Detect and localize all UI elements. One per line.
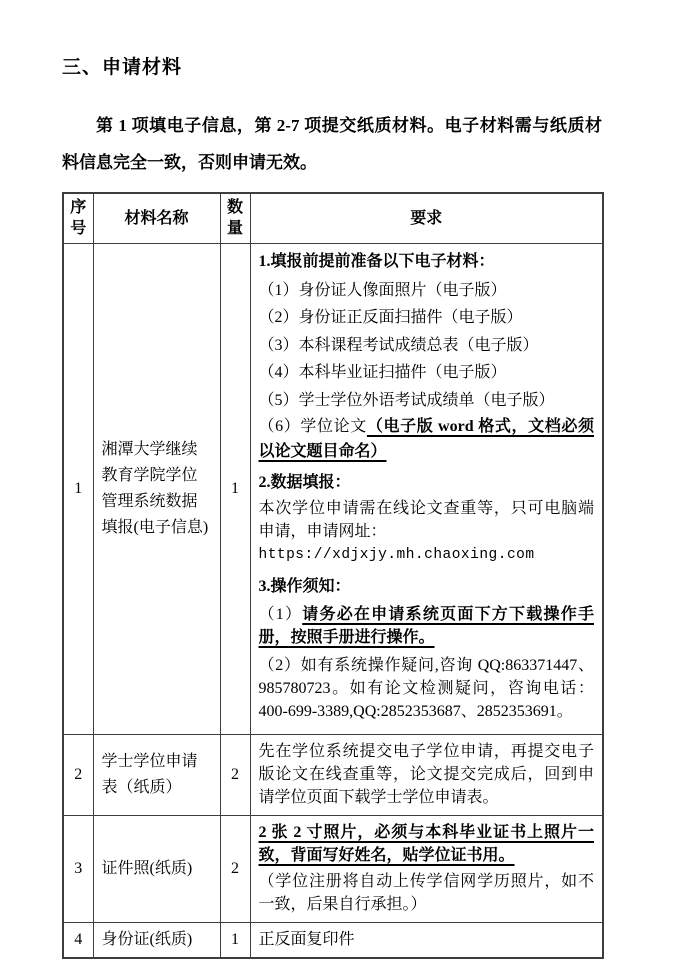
application-url: https://xdjxjy.mh.chaoxing.com (258, 547, 535, 563)
table-row-1 (63, 243, 603, 735)
row4-no: 4 (63, 923, 93, 959)
req-section3-item1-bold-underline: 请务必在申请系统页面下方下载操作手册，按照手册进行操作。 (258, 606, 594, 646)
req-item-6 (259, 414, 595, 464)
row2-no: 2 (63, 735, 93, 816)
req-item-6-prefix: （6）学位论文 (258, 418, 367, 435)
row2-material-name: 学士学位申请表（纸质） (93, 735, 220, 816)
header-cell-name: 材料名称 (93, 193, 220, 243)
row1-qty: 1 (220, 243, 250, 735)
table-row-4 (63, 923, 603, 959)
row3-requirements (250, 816, 603, 923)
header-cell-no: 序号 (63, 193, 93, 243)
intro-paragraph: 第 1 项填电子信息，第 2-7 项提交纸质材料。电子材料需与纸质材料信息完全一致，否则申请无效。 (62, 116, 602, 172)
req-section2-title: 2.数据填报： (258, 474, 351, 491)
row2-qty: 2 (220, 735, 250, 816)
table-row-3 (63, 816, 603, 923)
req-section1-title: 1.填报前提前准备以下电子材料： (258, 252, 495, 270)
row4-material-name: 身份证(纸质) (93, 923, 220, 959)
row2-requirements: 先在学位系统提交电子学位申请，再提交电子版论文在线查重等，论文提交完成后，回到申请学位页面下载学士学位申请表。 (250, 735, 603, 816)
row4-requirements: 正反面复印件 (250, 923, 603, 959)
req-item-3: （3）本科课程考试成绩总表（电子版） (258, 336, 539, 354)
row3-material-name: 证件照(纸质) (93, 816, 220, 923)
req-item-4: （4）本科毕业证扫描件（电子版） (258, 364, 507, 381)
req-section3-item1-prefix: （1） (258, 606, 303, 623)
row3-qty: 2 (220, 816, 250, 923)
row3-req-note: （学位注册将自动上传学信网学历照片，如不一致，后果自行承担。） (258, 873, 594, 913)
req-item-6-bold-underline: （电子版 word 格式，文档必须以论文题目命名） (258, 418, 594, 460)
row3-req-bold-underline: 2 张 2 寸照片，必须与本科毕业证书上照片一致，背面写好姓名，贴学位证书用。 (258, 824, 594, 864)
header-cell-req: 要求 (250, 193, 603, 243)
row1-no: 1 (63, 243, 93, 735)
req-section3-item1 (259, 603, 595, 649)
req-section3-item2: （2）如有系统操作疑问,咨询 QQ:863371447、985780723。如有论文检测疑问，咨询电话：400-699-3389,QQ:2852353687、2852353691。 (258, 657, 594, 720)
section-title: 三、申请材料 (62, 57, 183, 78)
req-section2-body: 本次学位申请需在线论文查重等，只可电脑端申请，申请网址： (258, 500, 594, 540)
req-item-2: （2）身份证正反面扫描件（电子版） (258, 309, 523, 326)
table-header-row (63, 193, 603, 243)
table-row-2 (63, 735, 603, 816)
row1-requirements (250, 243, 603, 735)
req-item-1: （1）身份证人像面照片（电子版） (258, 281, 507, 299)
materials-table (62, 192, 604, 959)
row4-qty: 1 (220, 923, 250, 959)
row3-no: 3 (63, 816, 93, 923)
row3-req-main (259, 821, 595, 867)
header-cell-qty: 数量 (220, 193, 250, 243)
req-item-5: （5）学士学位外语考试成绩单（电子版） (258, 391, 555, 409)
row1-material-name: 湘潭大学继续教育学院学位管理系统数据填报(电子信息) (93, 243, 220, 735)
req-section3-title: 3.操作须知： (258, 578, 351, 595)
